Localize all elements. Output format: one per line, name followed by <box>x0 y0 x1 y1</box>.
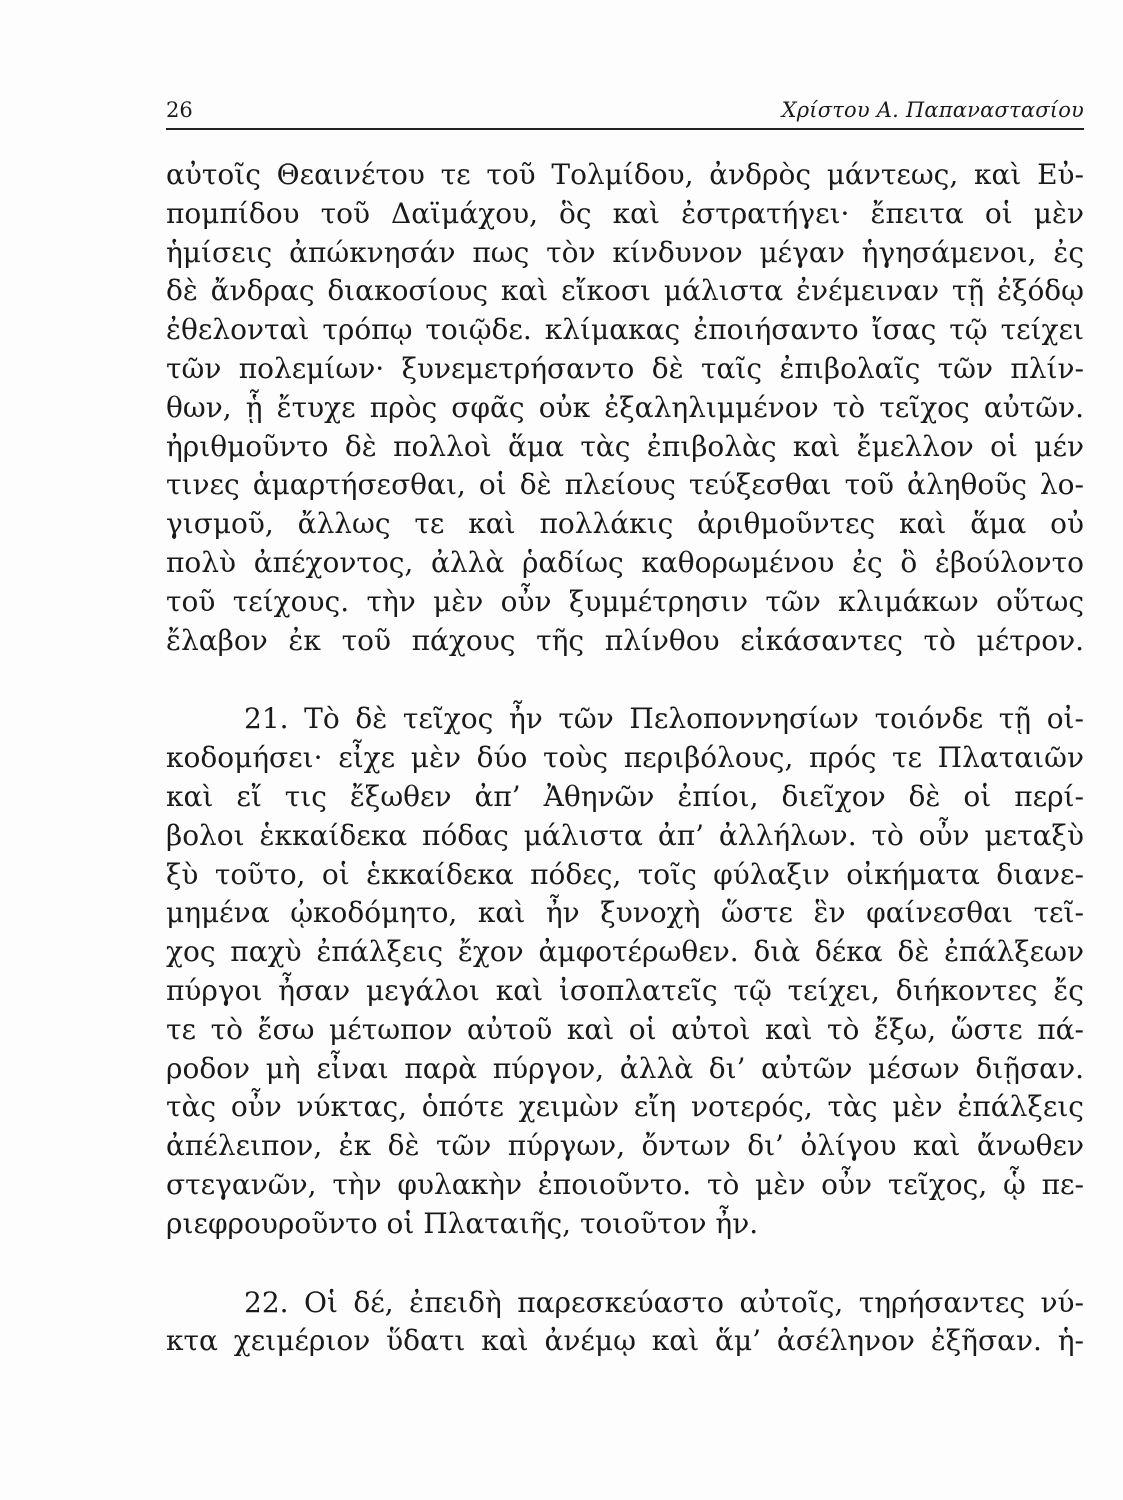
text-line: ἀπέλειπον, ἐκ δὲ τῶν πύργων, ὄντων δι’ ὀλίγου καὶ ἄνωθεν <box>166 1129 1084 1163</box>
text-line: τὰς οὖν νύκτας, ὁπότε χειμὼν εἴη νοτερός, τὰς μὲν ἐπάλξεις <box>166 1090 1084 1124</box>
text-line: θων, ᾗ ἔτυχε πρὸς σφᾶς οὐκ ἐξαληλιμμένον τὸ τεῖχος αὐτῶν. <box>166 390 1084 424</box>
header-rule <box>166 128 1084 130</box>
text-line: αὐτοῖς Θεαινέτου τε τοῦ Τολμίδου, ἀνδρὸς μάντεως, καὶ Εὐ- <box>166 158 1084 191</box>
text-line: τε τὸ ἔσω μέτωπον αὐτοῦ καὶ οἱ αὐτοὶ καὶ τὸ ἔξω, ὥστε πά- <box>166 1012 1084 1046</box>
paragraph-1 <box>166 156 1084 660</box>
text-line: πολὺ ἀπέχοντος, ἀλλὰ ῥαδίως καθορωμένου ἐς ὃ ἐβούλοντο <box>166 545 1084 579</box>
text-line: τοῦ τείχους. τὴν μὲν οὖν ξυμμέτρησιν τῶν κλιμάκων οὕτως <box>166 584 1084 618</box>
body-text <box>166 156 1084 1361</box>
paragraph-21 <box>166 700 1084 1243</box>
text-line: πύργοι ἦσαν μεγάλοι καὶ ἰσοπλατεῖς τῷ τείχει, διήκοντες ἔς <box>166 973 1084 1007</box>
text-line: ἡμίσεις ἀπώκνησάν πως τὸν κίνδυνον μέγαν ἡγησάμενοι, ἐς <box>166 235 1084 269</box>
text-line: βολοι ἑκκαίδεκα πόδας μάλιστα ἀπ’ ἀλλήλων. τὸ οὖν μεταξὺ <box>166 818 1084 852</box>
running-head <box>166 96 1084 124</box>
text-line: στεγανῶν, τὴν φυλακὴν ἐποιοῦντο. τὸ μὲν οὖν τεῖχος, ᾧ πε- <box>166 1167 1084 1201</box>
text-line: γισμοῦ, ἄλλως τε καὶ πολλάκις ἀριθμοῦντες καὶ ἅμα οὐ <box>166 507 1084 541</box>
text-line: μημένα ᾠκοδόμητο, καὶ ἦν ξυνοχὴ ὥστε ἓν φαίνεσθαι τεῖ- <box>166 896 1084 930</box>
text-line: ριεφρουροῦντο οἱ Πλαταιῆς, τοιοῦτον ἦν. <box>166 1206 759 1240</box>
text-line: πομπίδου τοῦ Δαϊμάχου, ὃς καὶ ἐστρατήγει· ἔπειτα οἱ μὲν <box>166 196 1084 230</box>
text-line: τῶν πολεμίων· ξυνεμετρήσαντο δὲ ταῖς ἐπιβολαῖς τῶν πλίν- <box>166 351 1084 385</box>
header-title: Χρίστου Α. Παπαναστασίου <box>781 98 1084 122</box>
text-line: κοδομήσει· εἶχε μὲν δύο τοὺς περιβόλους, πρός τε Πλαταιῶν <box>166 741 1084 775</box>
paragraph-gap <box>166 1244 1084 1284</box>
text-line: ἠριθμοῦντο δὲ πολλοὶ ἅμα τὰς ἐπιβολὰς καὶ ἔμελλον οἱ μέν <box>166 429 1084 463</box>
paragraph-gap <box>166 660 1084 700</box>
text-line: ροδον μὴ εἶναι παρὰ πύργον, ἀλλὰ δι’ αὐτῶν μέσων διῇσαν. <box>166 1051 1084 1085</box>
text-line: 22. Οἱ δέ, ἐπειδὴ παρεσκεύαστο αὐτοῖς, τηρήσαντες νύ- <box>244 1285 1084 1319</box>
text-line: χος παχὺ ἐπάλξεις ἔχον ἀμφοτέρωθεν. διὰ δέκα δὲ ἐπάλξεων <box>166 935 1084 969</box>
text-line: 21. Τὸ δὲ τεῖχος ἦν τῶν Πελοποννησίων τοιόνδε τῇ οἰ- <box>244 702 1084 736</box>
page-number: 26 <box>166 98 193 122</box>
text-line: ἐθελονταὶ τρόπῳ τοιῷδε. κλίμακας ἐποιήσαντο ἴσας τῷ τείχει <box>166 313 1084 347</box>
text-line: τινες ἁμαρτήσεσθαι, οἱ δὲ πλείους τεύξεσθαι τοῦ ἀληθοῦς λο- <box>166 468 1084 502</box>
text-line: κτα χειμέριον ὕδατι καὶ ἀνέμῳ καὶ ἅμ’ ἀσέληνον ἐξῆσαν. ἡ- <box>166 1324 1084 1358</box>
text-line: ἔλαβον ἐκ τοῦ πάχους τῆς πλίνθου εἰκάσαντες τὸ μέτρον. <box>166 623 1084 657</box>
text-line: ξὺ τοῦτο, οἱ ἑκκαίδεκα πόδες, τοῖς φύλαξιν οἰκήματα διανε- <box>166 857 1084 891</box>
paragraph-22 <box>166 1284 1084 1362</box>
text-line: δὲ ἄνδρας διακοσίους καὶ εἴκοσι μάλιστα ἐνέμειναν τῇ ἐξόδῳ <box>166 274 1084 308</box>
text-line: καὶ εἴ τις ἔξωθεν ἀπ’ Ἀθηνῶν ἐπίοι, διεῖχον δὲ οἱ περί- <box>166 779 1084 813</box>
